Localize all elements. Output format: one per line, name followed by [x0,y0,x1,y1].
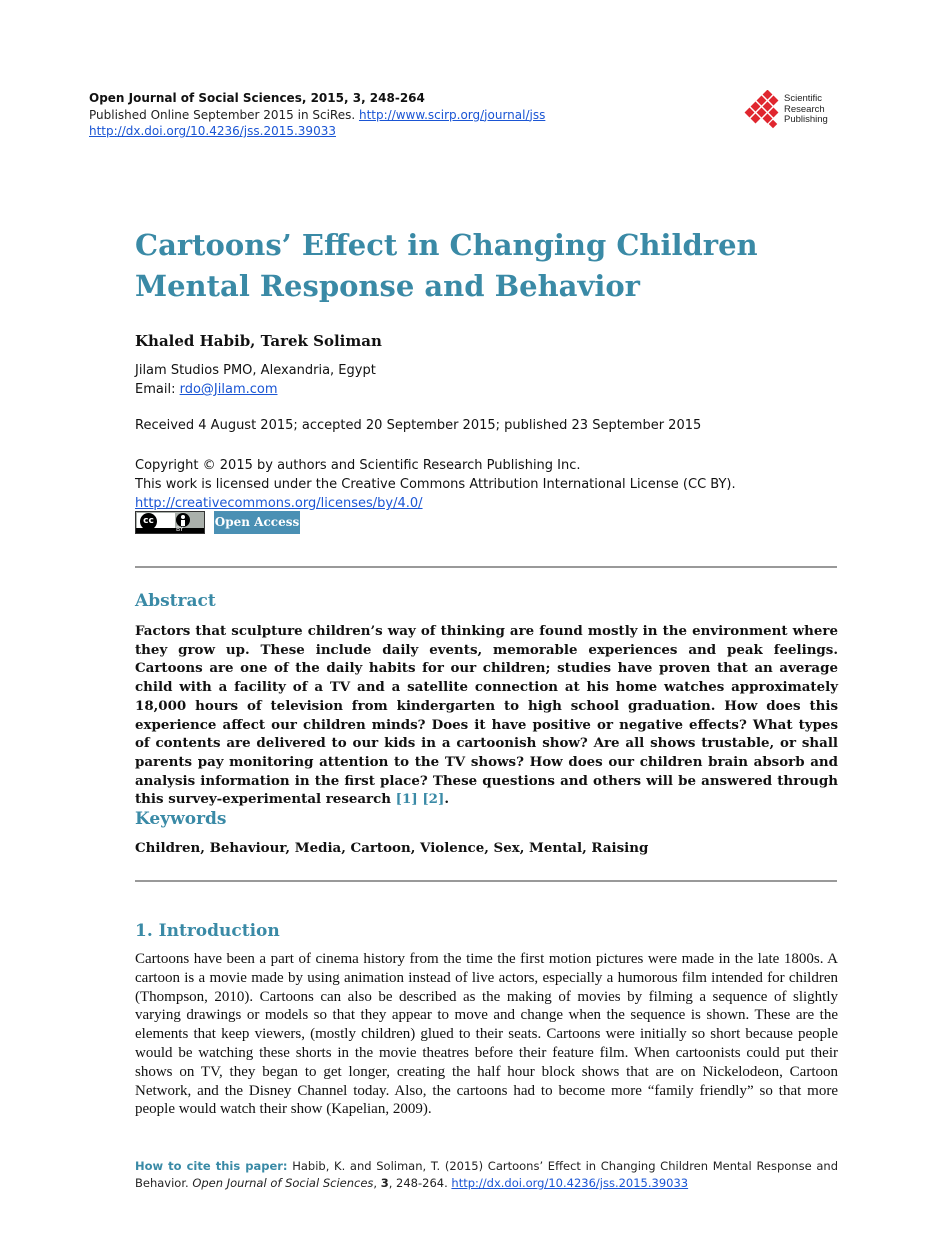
email-link[interactable]: rdo@Jilam.com [179,382,278,397]
affiliation-block [135,361,376,399]
affiliation: Jilam Studios PMO, Alexandria, Egypt [135,363,376,378]
divider-bottom [135,880,837,882]
paper-title [135,225,835,307]
journal-url-link[interactable]: http://www.scirp.org/journal/jss [358,107,546,122]
title-line-2: Mental Response and Behavior [135,269,640,303]
copyright-block [135,456,736,513]
license-line: This work is licensed under the Creative Commons Attribution International License (CC BY). [135,477,736,492]
introduction-heading: 1. Introduction [135,921,280,941]
cite-journal: Open Journal of Social Sciences [192,1176,374,1190]
received-dates: Received 4 August 2015; accepted 20 September 2015; published 23 September 2015 [135,418,702,433]
scirp-logo-text [784,94,828,126]
logo-line-2: Research [784,103,825,115]
introduction-text: Cartoons have been a part of cinema history from the time the first motion pictures were made in the late 1800s. A cartoon is a movie made by using animation instead of live actors, especially a humorous film intended for children (Thompson, 2010). Cartoons can also be described as the making of movies by filming a sequence of slightly varying drawings or models so that they appear to move and change when the sequence is shown. These are the elements that keep viewers, (mostly children) glued to their seats. Cartoons were initially so short because people would be watching these shorts in the movie theatres before their feature film. When cartoonists could put their shows on TV, they began to get longer, creating the half hour block shows that are on Nickelodeon, Cartoon Network, and the Disney Channel today. Also, the cartoons had to become more “family friendly” so that more people would watch their show (Kapelian, 2009). [135,951,838,1118]
journal-citation-line: Open Journal of Social Sciences, 2015, 3, 248-264 [89,91,425,105]
logo-line-1: Scientific [784,93,823,104]
journal-header [89,90,545,140]
abstract-end: . [444,791,450,808]
cite-doi-link[interactable]: http://dx.doi.org/10.4236/jss.2015.39033 [451,1176,689,1190]
doi-link[interactable]: http://dx.doi.org/10.4236/jss.2015.39033 [89,124,336,138]
cite-text: Habib, K. and Soliman, T. (2015) Cartoons’ Effect in Changing Children Mental Response and Behavior. [135,1159,838,1190]
ref-link-1[interactable]: [1] [395,791,418,808]
cc-by-badge[interactable] [135,511,205,534]
cite-volume: 3 [380,1176,389,1190]
by-label: BY [176,526,184,533]
logo-line-3: Publishing [784,114,828,125]
doi-line [89,123,545,140]
cc-icon: cc [140,513,157,530]
email-label: Email: [135,382,176,397]
authors: Khaled Habib, Tarek Soliman [135,332,382,350]
keywords-heading: Keywords [135,809,227,829]
email-line [135,380,376,399]
divider-top [135,566,837,568]
license-link[interactable]: http://creativecommons.org/licenses/by/4.0/ [135,496,423,511]
ref-link-2[interactable]: [2] [422,791,445,808]
keywords-list: Children, Behaviour, Media, Cartoon, Violence, Sex, Mental, Raising [135,840,649,856]
abstract-text [135,622,838,809]
cite-pages: , 248-264. [388,1176,448,1190]
open-access-badge[interactable]: Open Access [214,511,300,534]
cite-label: How to cite this paper: [135,1159,288,1173]
cc-badge-bar [136,528,204,533]
published-online-line [89,107,545,124]
published-prefix: Published Online September 2015 in SciRes. [89,107,356,122]
abstract-body: Factors that sculpture children’s way of thinking are found mostly in the environment where they grow up. These include daily events, memorable experiences and peak feelings. Cartoons are one of the daily habits for our children; studies have proven that an average child with a facility of a TV and a satellite connection at his home watches approximately 18,000 hours of television from kindergarten to high school graduation. How does this experience affect our children minds? Does it have positive or negative effects? What types of contents are delivered to our kids in a cartoonish show? Are all shows trustable, or shall parents pay monitoring attention to the TV shows? How does our children brain absorb and analysis information in the first place? These questions and others will be answered through this survey-experimental research [135,623,838,808]
how-to-cite: How to cite this paper: Habib, K. and Soliman, T. (2015) Cartoons’ Effect in Changing Children Mental Response and Behavior. Open Journal of Social Sciences, 3, 248-264. http://dx.doi.org/10.4236/jss.2015.39033 [135,1159,838,1190]
attribution-icon [176,513,190,527]
copyright-line: Copyright © 2015 by authors and Scientific Research Publishing Inc. [135,458,581,473]
abstract-heading: Abstract [135,591,216,611]
title-line-1: Cartoons’ Effect in Changing Children [135,228,758,262]
